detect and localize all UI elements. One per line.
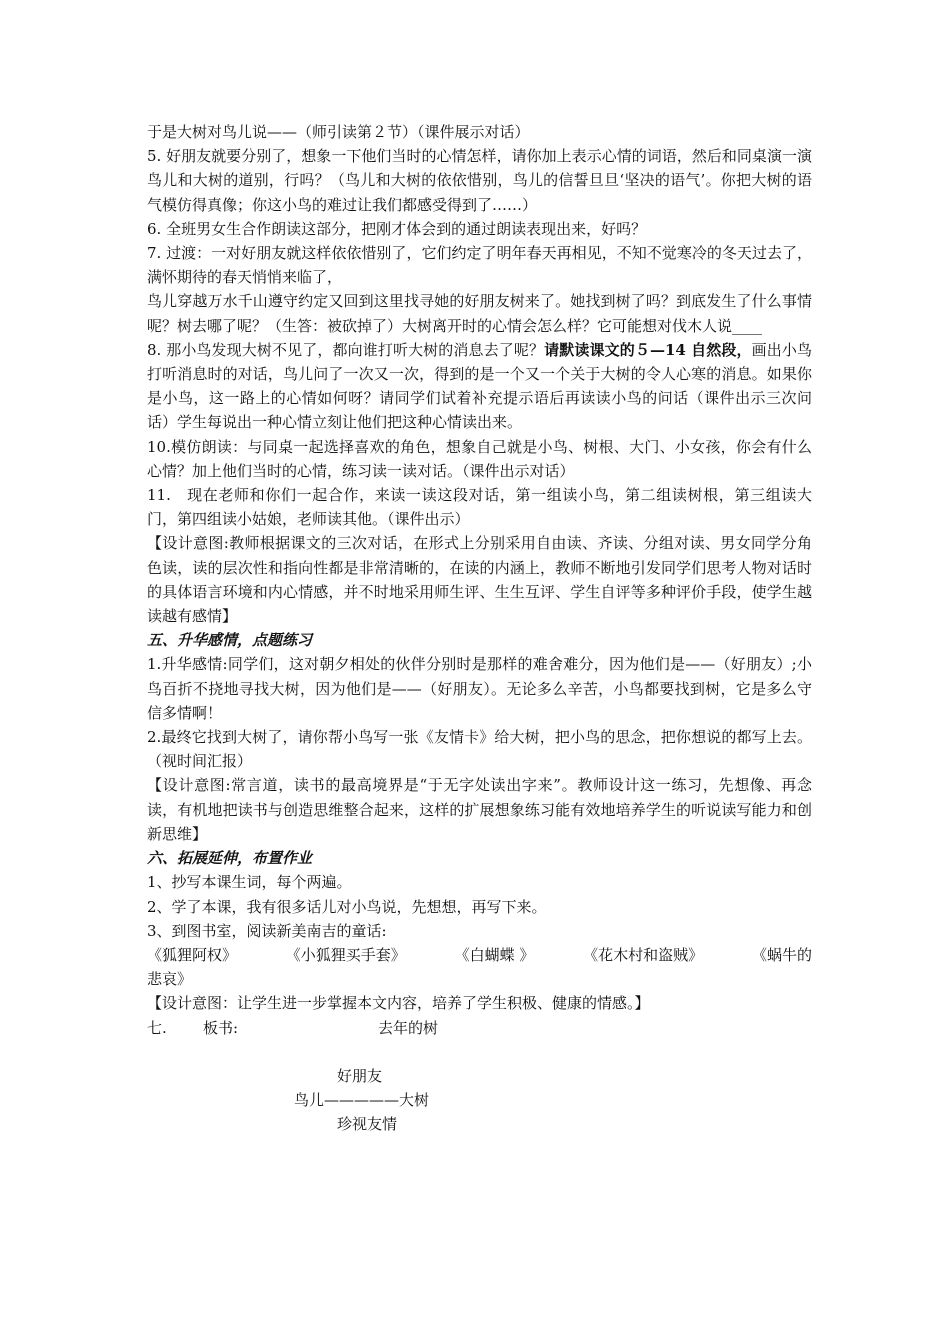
step-8-body: 画出小鸟打听消息时的对话，鸟儿问了一次又一次，得到的是一个又一个关于大树的令人心寒的消息。如果你是小鸟，这一路上的心情如何呀？请同学们试着补充提示语后再读读小鸟的问话（课件出示三次问话）学生每说出一种心情立刻让他们把这种心情读出来。 — [147, 340, 812, 432]
book-title: 《白蝴蝶 》 — [454, 945, 535, 964]
sublimation-1: 1.升华感情:同学们，这对朝夕相处的伙伴分别时是那样的难舍难分，因为他们是——（好朋友）;小鸟百折不挠地寻找大树，因为他们是——（好朋友）。无论多么辛苦，小鸟都要找到树，它是多么守信多情啊！ — [147, 655, 812, 722]
book-title: 《小狐狸买手套》 — [285, 945, 406, 964]
board-label: 板书: — [203, 1018, 239, 1037]
board-top-row — [147, 1064, 812, 1088]
homework-1: 1、抄写本课生词，每个两遍。 — [147, 873, 352, 892]
book-title: 《蜗牛的 — [751, 945, 812, 964]
step-10: 10.模仿朗读：与同桌一起选择喜欢的角色，想象自己就是小鸟、树根、大门、小女孩，你会有什么心情？加上他们当时的心情，练习读一读对话。（课件出示对话） — [147, 437, 812, 480]
board-middle-row — [147, 1088, 812, 1112]
sublimation-2: 2.最终它找到大树了，请你帮小鸟写一张《友情卡》给大树，把小鸟的思念，把你想说的都写上去。（视时间汇报） — [147, 728, 812, 771]
design-intent-2: 【设计意图:常言道，读书的最高境界是“于无字处读出字来”。教师设计这一练习，先想像、再念读，有机地把读书与创造思维整合起来，这样的扩展想象练习能有效地培养学生的听说读写能力和创新思维】 — [147, 776, 812, 843]
step-5: 5. 好朋友就要分别了，想象一下他们当时的心情怎样，请你加上表示心情的词语，然后和同桌演一演鸟儿和大树的道别，行吗？（鸟儿和大树的依依惜别，鸟儿的信誓旦旦‘坚决的语气’。你把大树的语气模仿得真像；你这小鸟的难过让我们都感受得到了……） — [147, 147, 812, 214]
step-8 — [147, 338, 812, 435]
board-middle-text: 鸟儿—————大树 — [294, 1090, 430, 1109]
paragraph: 于是大树对鸟儿说——（师引读第２节）（课件展示对话） — [147, 123, 530, 141]
board-bottom-text: 珍视友情 — [337, 1114, 398, 1133]
homework-3: 3、到图书室，阅读新美南吉的童话: — [147, 921, 387, 940]
board-label-row — [147, 1016, 812, 1040]
board-section-number: 七. — [147, 1018, 167, 1037]
book-title-continued: 悲哀》 — [147, 970, 193, 989]
spacer — [147, 1040, 812, 1064]
lesson-plan-text — [147, 120, 812, 1136]
board-top-text: 好朋友 — [337, 1066, 383, 1085]
homework-2: 2、学了本课，我有很多话儿对小鸟说，先想想，再写下来。 — [147, 897, 547, 916]
step-7-continued: 鸟儿穿越万水千山遵守约定又回到这里找寻她的好朋友树来了。她找到树了吗？到底发生了什么事情呢？树去哪了呢？（生答：被砍掉了）大树离开时的心情会怎么样？它可能想对伐木人说____ — [147, 292, 812, 335]
design-intent-3: 【设计意图：让学生进一步掌握本文内容，培养了学生积极、健康的情感。】 — [147, 994, 650, 1013]
section-heading-6: 六、拓展延伸，布置作业 — [147, 849, 313, 868]
step-11: 11. 现在老师和你们一起合作，来读一读这段对话，第一组读小鸟，第二组读树根，第三组读大门，第四组读小姑娘，老师读其他。（课件出示） — [147, 486, 812, 529]
board-title: 去年的树 — [378, 1018, 439, 1037]
book-title: 《狐狸阿权》 — [147, 945, 238, 964]
section-heading-5: 五、升华感情，点题练习 — [147, 631, 313, 650]
step-8-intro: 8. 那小鸟发现大树不见了，都向谁打听大树的消息去了呢？ — [147, 340, 545, 359]
step-8-bold-instruction: 请默读课文的５—14 自然段， — [544, 340, 752, 359]
step-6: 6. 全班男女生合作朗读这部分，把刚才体会到的通过朗读表现出来，好吗？ — [147, 219, 647, 238]
book-title: 《花木村和盗贼》 — [583, 945, 704, 964]
design-intent-1: 【设计意图:教师根据课文的三次对话，在形式上分别采用自由读、齐读、分组对读、男女同学分角色读，读的层次性和指向性都是非常清晰的，在读的内涵上，教师不断地引发同学们思考人物对话时的具体语言环境和内心情感，并不时地采用师生评、生生互评、学生自评等多种评价手段，使学生越读越有感情】 — [147, 534, 812, 626]
book-list — [147, 943, 812, 967]
board-bottom-row — [147, 1112, 812, 1136]
step-7-transition: 7. 过渡：一对好朋友就这样依依惜别了，它们约定了明年春天再相见，不知不觉寒冷的冬天过去了，满怀期待的春天悄悄来临了， — [147, 244, 812, 287]
